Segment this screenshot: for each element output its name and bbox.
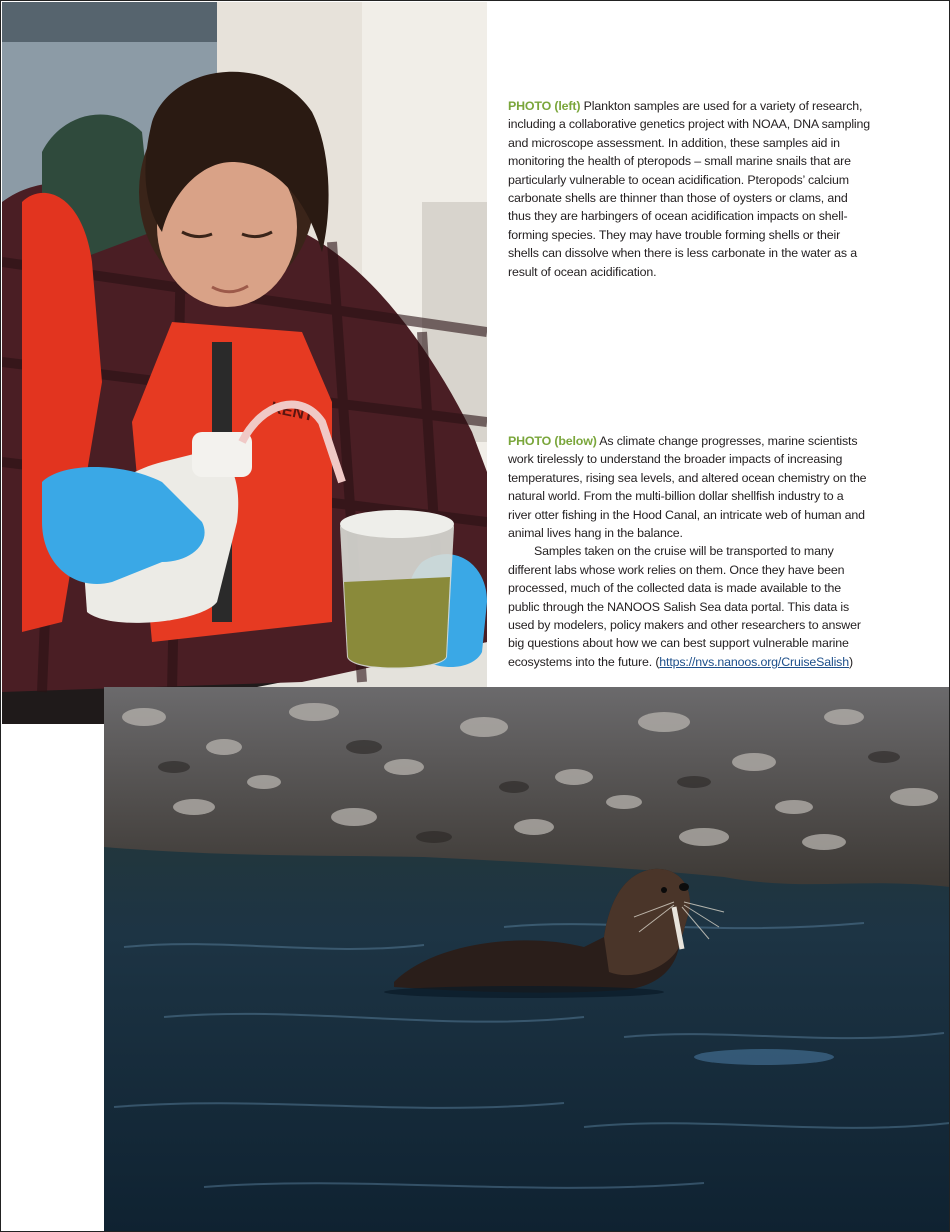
caption-below-lead: PHOTO (below) (508, 434, 597, 448)
photo-river-otter (104, 687, 950, 1232)
photo-scientist-plankton-sample (2, 2, 487, 724)
caption-below-paragraph-2-end: ) (848, 654, 853, 669)
caption-photo-below (508, 432, 870, 671)
caption-below-paragraph-2: Samples taken on the cruise will be transported to many different labs whose work relies on them. Once they have been processed, much of the collected data is made available to the public through the NANOOS Salish Sea data portal. This data is used by modelers, policy makers and other researchers to answer big questions about how we can best support vulnerable marine ecosystems into the future. ( (508, 544, 861, 669)
nanoos-portal-link[interactable]: https://nvs.nanoos.org/CruiseSalish (659, 654, 849, 669)
vest-brand-text: KENT (269, 399, 316, 425)
caption-left-text: Plankton samples are used for a variety of research, including a collaborative genetics project with NOAA, DNA sampling and microscope assessment. In addition, these samples aid in monitoring the health of pteropods – small marine snails that are particularly vulnerable to ocean acidification. Pteropods’ calcium carbonate shells are thinner than those of oysters or clams, and thus they are harbingers of ocean acidification impacts on shell-forming species. They may have trouble forming shells or their shells can dissolve when there is less carbonate in the water as a result of ocean acidification. (508, 99, 871, 279)
caption-photo-left (508, 97, 870, 281)
caption-below-paragraph-1: As climate change progresses, marine scientists work tirelessly to understand the broader impacts of increasing temperatures, rising sea levels, and altered ocean chemistry on the natural world. From the multi-billion dollar shellfish industry to a river otter fishing in the Hood Canal, an intricate web of human and animal lives hang in the balance. (508, 434, 867, 541)
caption-left-lead: PHOTO (left) (508, 99, 581, 113)
